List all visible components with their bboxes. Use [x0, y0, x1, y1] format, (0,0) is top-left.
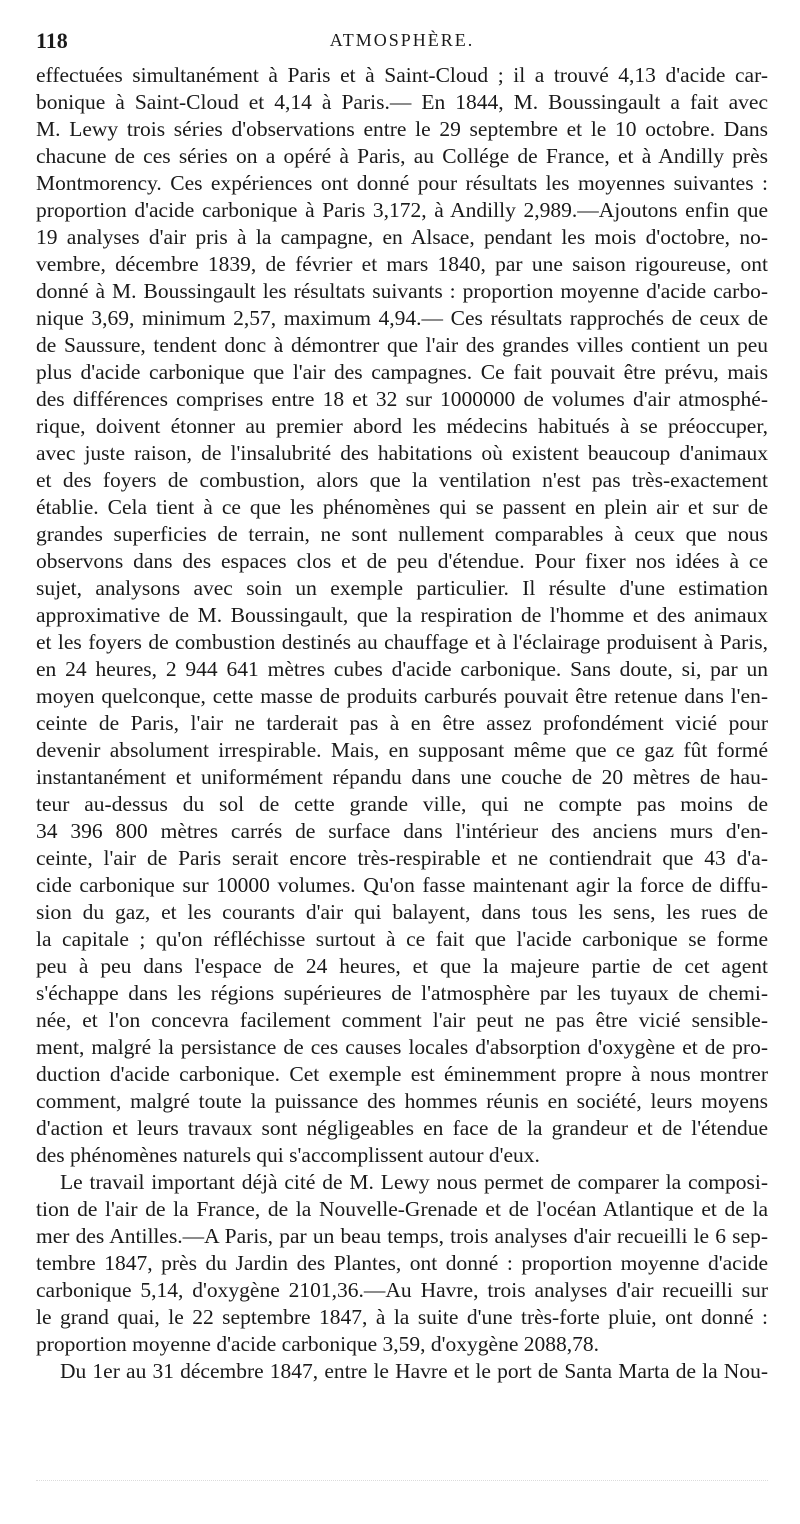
text-line: observons dans des espaces clos et de peu d'étendue. Pour fixer nos idées à ce: [36, 549, 768, 573]
text-line: effectuées simultanément à Paris et à Saint-Cloud ; il a trouvé 4,13 d'acide car-: [36, 63, 768, 87]
text-line: 19 analyses d'air pris à la campagne, en Alsace, pendant les mois d'octobre, no-: [36, 225, 768, 249]
text-line: ment, malgré la persistance de ces causes locales d'absorption d'oxygène et de pro-: [36, 1035, 768, 1059]
text-line: la capitale ; qu'on réfléchisse surtout à ce fait que l'acide carbonique se forme: [36, 927, 768, 951]
text-line: des différences comprises entre 18 et 32 sur 1000000 de volumes d'air atmosphé-: [36, 387, 768, 411]
paragraph-start-line: Du 1er au 31 décembre 1847, entre le Havre et le port de Santa Marta de la Nou-: [60, 1359, 768, 1383]
text-line: chacune de ces séries on a opéré à Paris, au Collége de France, et à Andilly près: [36, 144, 768, 168]
text-line: comment, malgré toute la puissance des hommes réunis en société, leurs moyens: [36, 1089, 768, 1113]
text-line: proportion d'acide carbonique à Paris 3,172, à Andilly 2,989.—Ajoutons enfin que: [36, 198, 768, 222]
text-line: ceinte de Paris, l'air ne tarderait pas à en être assez profondément vicié pour: [36, 711, 768, 735]
text-line: vembre, décembre 1839, de février et mars 1840, par une saison rigoureuse, ont: [36, 252, 768, 276]
text-line: avec juste raison, de l'insalubrité des habitations où existent beaucoup d'animaux: [36, 441, 768, 465]
text-line: ceinte, l'air de Paris serait encore très-respirable et ne contiendrait que 43 d'a-: [36, 846, 768, 870]
text-line: approximative de M. Boussingault, que la respiration de l'homme et des animaux: [36, 603, 768, 627]
text-line: grandes superficies de terrain, ne sont nullement comparables à ceux que nous: [36, 522, 768, 546]
text-line: bonique à Saint-Cloud et 4,14 à Paris.— En 1844, M. Boussingault a fait avec: [36, 90, 768, 114]
body-text: [36, 62, 768, 1385]
text-line: Montmorency. Ces expériences ont donné pour résultats les moyennes suivantes :: [36, 171, 768, 195]
paragraph-end-line: des phénomènes naturels qui s'accomplissent autour d'eux.: [36, 1143, 540, 1167]
text-line: cide carbonique sur 10000 volumes. Qu'on fasse maintenant agir la force de diffu-: [36, 873, 768, 897]
text-line: moyen quelconque, cette masse de produits carburés pouvait être retenue dans l'en-: [36, 684, 768, 708]
text-line: et des foyers de combustion, alors que la ventilation n'est pas très-exactement: [36, 468, 768, 492]
text-line: devenir absolument irrespirable. Mais, en supposant même que ce gaz fût formé: [36, 738, 768, 762]
page-number: 118: [36, 28, 68, 53]
bleed-through-trace: [36, 1480, 768, 1491]
running-title: ATMOSPHÈRE.: [329, 30, 475, 50]
text-line: peu à peu dans l'espace de 24 heures, et que la majeure partie de cet agent: [36, 954, 768, 978]
text-line: tembre 1847, près du Jardin des Plantes, ont donné : proportion moyenne d'acide: [36, 1251, 768, 1275]
text-line: 34 396 800 mètres carrés de surface dans l'intérieur des anciens murs d'en-: [36, 819, 768, 843]
text-line: née, et l'on concevra facilement comment l'air peut ne pas être vicié sensible-: [36, 1008, 768, 1032]
text-line: s'échappe dans les régions supérieures de l'atmosphère par les tuyaux de chemi-: [36, 981, 768, 1005]
paragraph-end-line: proportion moyenne d'acide carbonique 3,59, d'oxygène 2088,78.: [36, 1332, 600, 1356]
text-line: donné à M. Boussingault les résultats suivants : proportion moyenne d'acide carbo-: [36, 279, 768, 303]
text-line: d'action et leurs travaux sont négligeables en face de la grandeur et de l'étendue: [36, 1116, 768, 1140]
text-line: rique, doivent étonner au premier abord les médecins habitués à se préoccuper,: [36, 414, 768, 438]
text-line: mer des Antilles.—A Paris, par un beau temps, trois analyses d'air recueilli le 6 sep-: [36, 1224, 768, 1248]
running-head: [36, 28, 768, 58]
text-line: plus d'acide carbonique que l'air des campagnes. Ce fait pouvait être prévu, mais: [36, 360, 768, 384]
text-line: carbonique 5,14, d'oxygène 2101,36.—Au Havre, trois analyses d'air recueilli sur: [36, 1278, 768, 1302]
text-line: en 24 heures, 2 944 641 mètres cubes d'acide carbonique. Sans doute, si, par un: [36, 657, 768, 681]
text-line: nique 3,69, minimum 2,57, maximum 4,94.— Ces résultats rapprochés de ceux de: [36, 306, 768, 330]
text-line: teur au-dessus du sol de cette grande ville, qui ne compte pas moins de: [36, 792, 768, 816]
text-line: de Saussure, tendent donc à démontrer que l'air des grandes villes contient un peu: [36, 333, 768, 357]
text-line: instantanément et uniformément répandu dans une couche de 20 mètres de hau-: [36, 765, 768, 789]
text-line: le grand quai, le 22 septembre 1847, à la suite d'une très-forte pluie, ont donné :: [36, 1305, 768, 1329]
paragraph-start-line: Le travail important déjà cité de M. Lewy nous permet de comparer la composi-: [60, 1170, 768, 1194]
text-line: duction d'acide carbonique. Cet exemple est éminemment propre à nous montrer: [36, 1062, 768, 1086]
text-line: établie. Cela tient à ce que les phénomènes qui se passent en plein air et sur de: [36, 495, 768, 519]
text-line: sujet, analysons avec soin un exemple particulier. Il résulte d'une estimation: [36, 576, 768, 600]
text-line: sion du gaz, et les courants d'air qui balayent, dans tous les sens, les rues de: [36, 900, 768, 924]
text-line: et les foyers de combustion destinés au chauffage et à l'éclairage produisent à Paris,: [36, 630, 768, 654]
text-line: tion de l'air de la France, de la Nouvelle-Grenade et de l'océan Atlantique et de la: [36, 1197, 768, 1221]
text-line: M. Lewy trois séries d'observations entre le 29 septembre et le 10 octobre. Dans: [36, 117, 768, 141]
